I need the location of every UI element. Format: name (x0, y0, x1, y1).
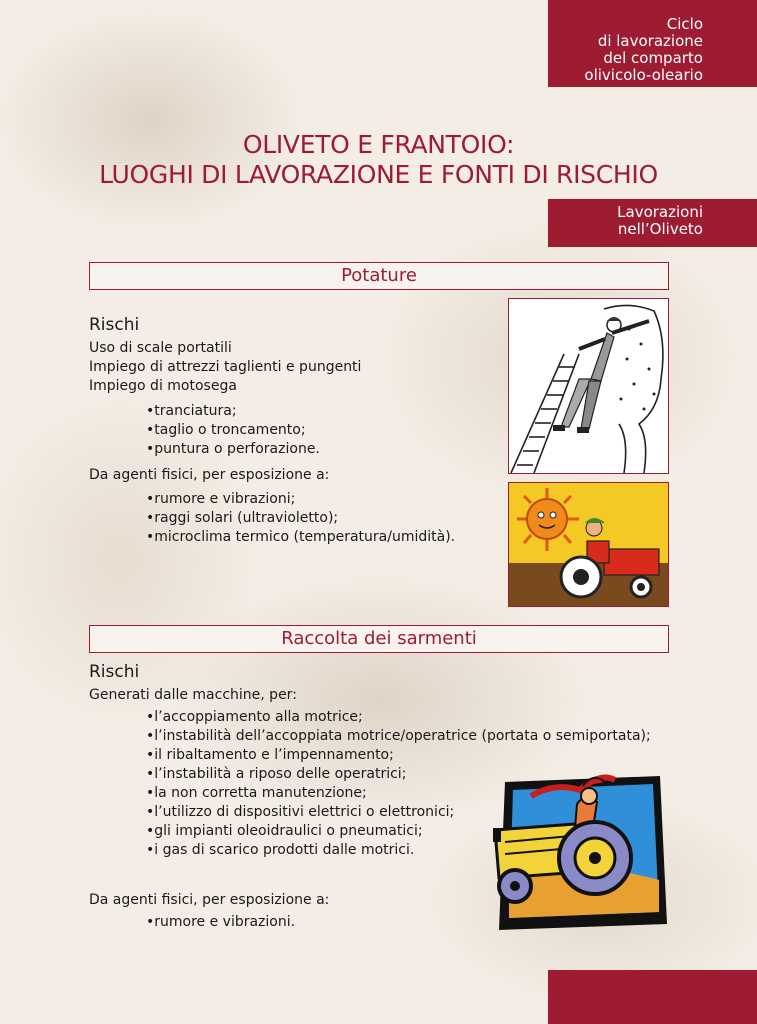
tractor-driver-illustration (485, 762, 670, 937)
bullet-item: •il ribaltamento e l’impennamento; (146, 747, 394, 763)
section-label-box (548, 199, 757, 247)
agents-label: Da agenti fisici, per esposizione a: (89, 467, 330, 483)
section-label-line: nell’Oliveto (617, 220, 703, 238)
bullet-item: •la non corretta manutenzione; (146, 785, 367, 801)
page-title-line1: OLIVETO E FRANTOIO: (242, 130, 515, 159)
rischi-heading: Rischi (89, 662, 140, 682)
bullet-item: •gli impianti oleoidraulici o pneumatici; (146, 823, 423, 839)
rischi-heading: Rischi (89, 315, 140, 335)
cycle-label-box (548, 0, 757, 87)
bullet-item: •microclima termico (temperatura/umidità). (146, 529, 456, 545)
bullet-item: •l’instabilità a riposo delle operatrici; (146, 766, 407, 782)
bullet-item: •l’instabilità dell’accoppiata motrice/operatrice (portata o semiportata); (146, 728, 651, 744)
agents-label: Da agenti fisici, per esposizione a: (89, 892, 330, 908)
bullet-item: •rumore e vibrazioni; (146, 491, 296, 507)
risk-line: Impiego di attrezzi taglienti e pungenti (89, 359, 362, 375)
bullet-item: •l’accoppiamento alla motrice; (146, 709, 363, 725)
section-heading-potature: Potature (89, 262, 669, 290)
cycle-label-line: di lavorazione (597, 32, 703, 50)
sun-tractor-illustration (508, 482, 669, 607)
risk-line: Impiego di motosega (89, 378, 237, 394)
bullet-item: •raggi solari (ultravioletto); (146, 510, 339, 526)
risk-line: Uso di scale portatili (89, 340, 232, 356)
section-label-line: Lavorazioni (617, 203, 703, 221)
bullet-item: •rumore e vibrazioni. (146, 914, 296, 930)
bullet-item: •i gas di scarico prodotti dalle motrici. (146, 842, 415, 858)
cycle-label-line: del comparto (603, 49, 703, 67)
cycle-label-line: Ciclo (666, 15, 703, 33)
footer-accent-box (548, 970, 757, 1024)
bullet-item: •puntura o perforazione. (146, 441, 320, 457)
bullet-item: •l’utilizzo di dispositivi elettrici o elettronici; (146, 804, 455, 820)
ladder-pruning-illustration (508, 298, 669, 474)
cycle-label-line: olivicolo-oleario (584, 66, 703, 84)
section-heading-raccolta: Raccolta dei sarmenti (89, 625, 669, 653)
machines-label: Generati dalle macchine, per: (89, 687, 297, 703)
bullet-item: •tranciatura; (146, 403, 237, 419)
bullet-item: •taglio o troncamento; (146, 422, 306, 438)
page-title-line2: LUOGHI DI LAVORAZIONE E FONTI DI RISCHIO (99, 160, 658, 189)
